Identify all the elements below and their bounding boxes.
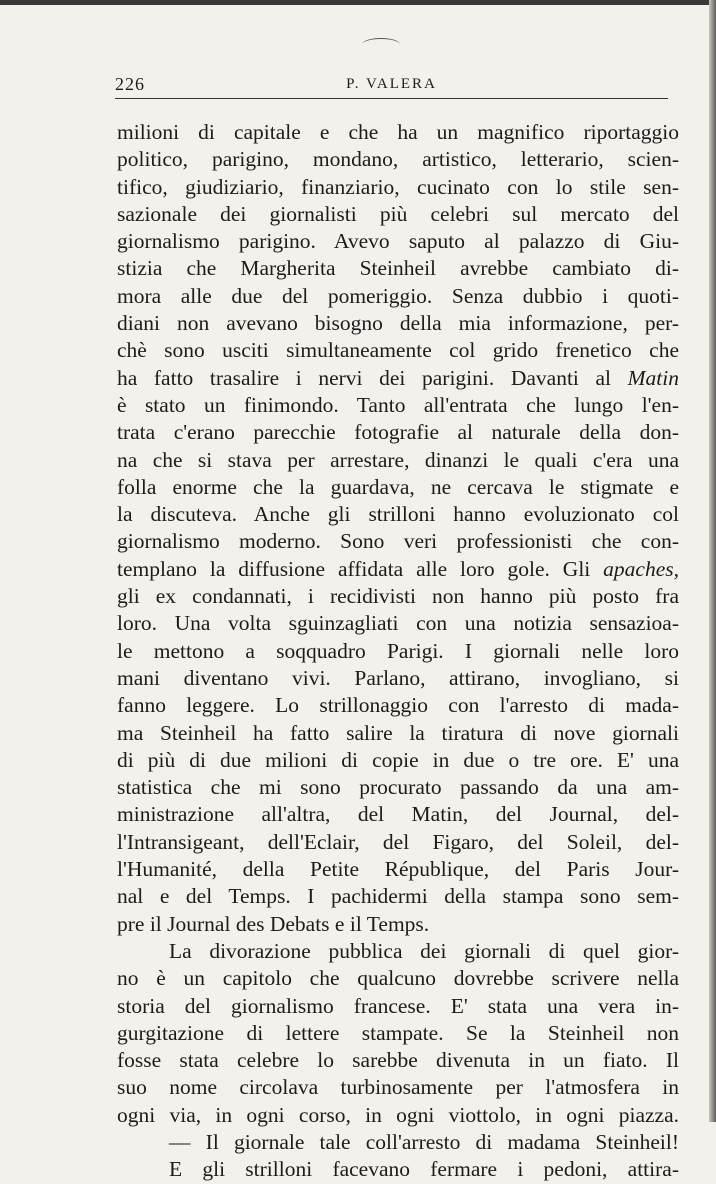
text-line: [117, 201, 679, 228]
text-line: [117, 692, 679, 719]
text-line-content: di più di due milioni di copie in due o tre ore. E' una: [117, 747, 679, 772]
text-line-content: politico, parigino, mondano, artistico, letterario, scien-: [117, 147, 679, 172]
text-line-content: templano la diffusione affidata alle loro gole. Gli: [117, 556, 604, 581]
text-line: [117, 583, 679, 610]
text-line: [117, 774, 679, 801]
text-line-content: — Il giornale tale coll'arresto di madama Steinheil!: [169, 1129, 679, 1154]
text-line: [117, 1020, 679, 1047]
text-line-content: diani non avevano bisogno della mia informazione, per-: [117, 311, 679, 336]
text-line-content: na che si stava per arrestare, dinanzi le quali c'era una: [117, 447, 679, 472]
text-line-content: tifico, giudiziario, finanziario, cucinato con lo stile sen-: [117, 174, 679, 199]
text-line: [117, 146, 679, 173]
text-line-content: mora alle due del pomeriggio. Senza dubbio i quoti-: [117, 283, 679, 308]
text-line: [117, 993, 679, 1020]
text-line-content: E gli strilloni facevano fermare i pedoni, attira-: [169, 1157, 679, 1182]
text-line: [117, 1047, 679, 1074]
text-line-content: giornalismo moderno. Sono veri professionisti che con-: [117, 529, 679, 554]
text-line: [117, 119, 679, 146]
text-line: [117, 911, 679, 938]
text-line: [117, 1102, 679, 1129]
text-line-content: mani diventano vivi. Parlano, attirano, invogliano, si: [117, 665, 679, 690]
printer-mark: [362, 38, 400, 51]
text-line: [117, 228, 679, 255]
text-line: [117, 1156, 679, 1183]
text-line-content: pre il Journal des Debats e il Temps.: [117, 911, 430, 936]
text-line: [117, 747, 679, 774]
text-line: [117, 938, 679, 965]
text-line: [117, 365, 679, 392]
text-line-content: chè sono usciti simultaneamente col grido frenetico che: [117, 338, 679, 363]
text-line-content: stizia che Margherita Steinheil avrebbe cambiato di-: [117, 256, 679, 281]
text-line-content: storia del giornalismo francese. E' stata una vera in-: [117, 993, 679, 1018]
text-line-content: ha fatto trasalire i nervi dei parigini. Davanti al: [117, 365, 628, 390]
text-line-content: ma Steinheil ha fatto salire la tiratura di nove giornali: [117, 720, 679, 745]
text-line-content: nal e del Temps. I pachidermi della stampa sono sem-: [117, 884, 679, 909]
text-line: [117, 965, 679, 992]
text-line-content: loro. Una volta sguinzagliati con una notizia sensazioa-: [117, 611, 679, 636]
italic-title: Matin: [627, 365, 679, 390]
text-line: [117, 856, 679, 883]
italic-title: apaches,: [603, 556, 679, 581]
text-line: [117, 501, 679, 528]
text-line-content: ministrazione all'altra, del Matin, del Journal, del-: [117, 802, 679, 827]
text-line: [117, 665, 679, 692]
page-top-edge: [0, 0, 716, 5]
text-line: [117, 447, 679, 474]
text-line-content: ogni via, in ogni corso, in ogni viottolo, in ogni piazza.: [117, 1102, 679, 1127]
body-text: [117, 119, 679, 1184]
text-line: [117, 829, 679, 856]
running-title: P. VALERA: [346, 76, 437, 92]
text-line: [117, 610, 679, 637]
text-line-content: no è un capitolo che qualcuno dovrebbe scrivere nella: [117, 966, 679, 991]
text-line: [117, 1129, 679, 1156]
page-gutter-shadow: [709, 0, 716, 1122]
text-line-content: la discuteva. Anche gli strilloni hanno evoluzionato col: [117, 502, 679, 527]
text-line: [117, 392, 679, 419]
text-line-content: milioni di capitale e che ha un magnifico riportaggio: [117, 120, 679, 144]
text-line-content: fanno leggere. Lo strillonaggio con l'arresto di mada-: [117, 693, 679, 718]
text-line: [117, 174, 679, 201]
text-line-content: trata c'erano parecchie fotografie al naturale della don-: [117, 420, 679, 445]
text-line: [117, 883, 679, 910]
text-line: [117, 528, 679, 555]
page-header: [115, 72, 668, 99]
text-line: [117, 720, 679, 747]
text-line: [117, 638, 679, 665]
text-line-content: folla enorme che la guardava, ne cercava le stigmate e: [117, 474, 679, 499]
text-line-content: giornalismo parigino. Avevo saputo al palazzo di Giu-: [117, 229, 679, 254]
text-line-content: statistica che mi sono procurato passando da una am-: [117, 775, 679, 800]
text-line-content: suo nome circolava turbinosamente per l'atmosfera in: [117, 1075, 679, 1100]
text-line-content: La divorazione pubblica dei giornali di quel gior-: [169, 938, 679, 963]
text-line: [117, 283, 679, 310]
page-number: 226: [115, 74, 145, 94]
text-line: [117, 556, 679, 583]
text-line-content: è stato un finimondo. Tanto all'entrata che lungo l'en-: [117, 392, 679, 417]
text-line-content: gurgitazione di lettere stampate. Se la Steinheil non: [117, 1020, 679, 1045]
text-line: [117, 255, 679, 282]
text-line: [117, 337, 679, 364]
text-line-content: sazionale dei giornalisti più celebri sul mercato del: [117, 201, 679, 226]
text-line-content: fosse stata celebre lo sarebbe divenuta in un fiato. Il: [117, 1048, 679, 1073]
text-line-content: l'Humanité, della Petite République, del Paris Jour-: [117, 857, 679, 882]
text-line-content: l'Intransigeant, dell'Eclair, del Figaro, del Soleil, del-: [117, 829, 679, 854]
text-line: [117, 1074, 679, 1101]
text-line: [117, 801, 679, 828]
text-line: [117, 419, 679, 446]
text-line-content: gli ex condannati, i recidivisti non hanno più posto fra: [117, 584, 679, 609]
text-line: [117, 474, 679, 501]
text-line-content: le mettono a soqquadro Parigi. I giornali nelle loro: [117, 638, 679, 663]
text-line: [117, 310, 679, 337]
